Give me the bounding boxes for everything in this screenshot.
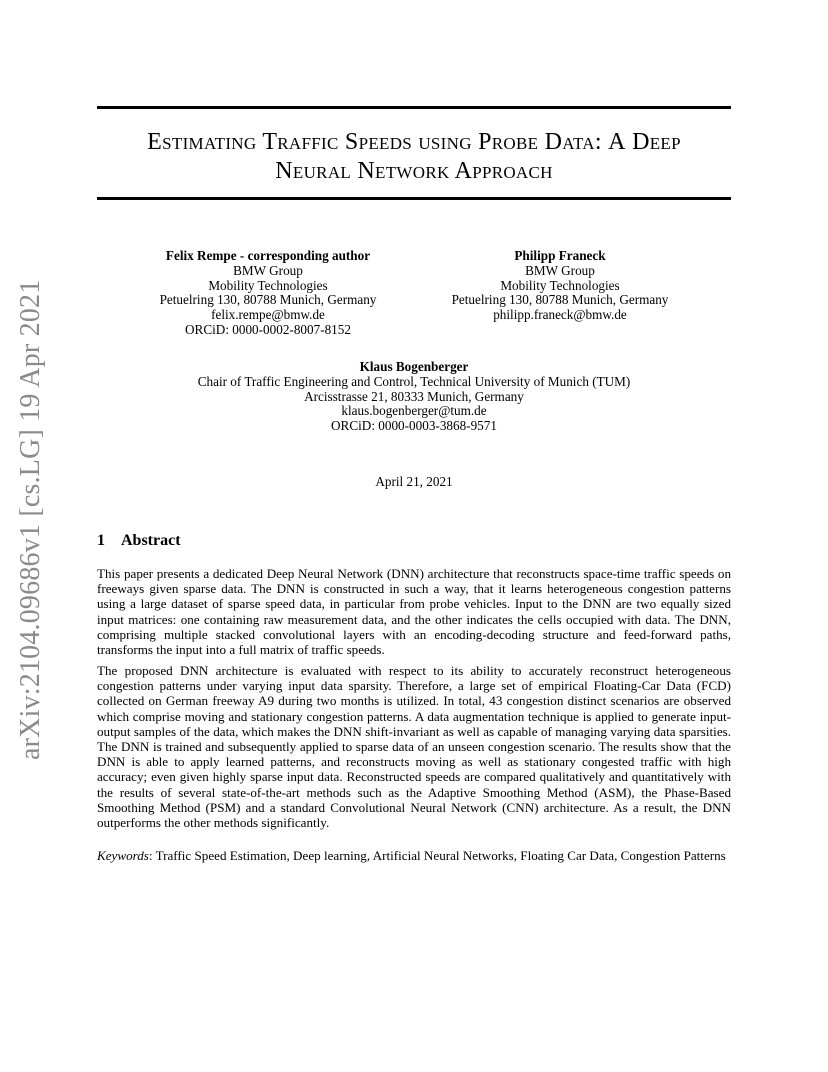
- title-top-rule: [97, 106, 731, 109]
- abstract-paragraph-1: This paper presents a dedicated Deep Neural Network (DNN) architecture that reconstructs space-time traffic speeds on freeways given sparse data. The DNN is constructed in such a way, that it learns heterogeneous congestion patterns using a large dataset of sparse speed data, in particular from probe vehicles. Input to the DNN are two equally sized input matrices: one containing raw measurement data, and the other indicates the cells occupied with data. The DNN, comprising multiple stacked convolutional layers with an encoding-decoding structure and feed-forward paths, transforms the input into a full matrix of traffic speeds.: [97, 566, 731, 658]
- arxiv-stamp: arXiv:2104.09686v1 [cs.LG] 19 Apr 2021: [15, 279, 46, 760]
- author-dept: Mobility Technologies: [208, 277, 328, 293]
- author-org: Chair of Traffic Engineering and Control, Technical University of Munich (TUM): [197, 373, 631, 389]
- title-line-2: Neural Network Approach: [275, 158, 553, 184]
- author-email: philipp.franeck@bmw.de: [493, 307, 627, 323]
- title-line-1: Estimating Traffic Speeds using Probe Data: A Deep: [147, 129, 681, 155]
- keywords-text: Traffic Speed Estimation, Deep learning, Artificial Neural Networks, Floating Car Data, Congestion Patterns: [155, 848, 726, 863]
- author-address: Arcisstrasse 21, 80333 Munich, Germany: [304, 388, 524, 404]
- keywords: [97, 848, 731, 863]
- author-dept: Mobility Technologies: [500, 277, 620, 293]
- keywords-label: Keywords: [97, 848, 149, 863]
- section-title: Abstract: [121, 532, 181, 549]
- paper-date: April 21, 2021: [375, 474, 453, 489]
- author-orcid: ORCiD: 0000-0002-8007-8152: [185, 321, 351, 337]
- author-orcid: ORCiD: 0000-0003-3868-9571: [331, 418, 497, 434]
- author-address: Petuelring 130, 80788 Munich, Germany: [159, 292, 377, 308]
- abstract-paragraph-2: The proposed DNN architecture is evaluated with respect to its ability to accurately reconstruct heterogeneous congestion patterns under varying input data sparsity. Therefore, a large set of empirical Floating-Car Data (FCD) collected on German freeway A9 during two months is utilized. In total, 43 congestion distinct scenarios are observed which comprise moving and stationary congestion patterns. A data augmentation technique is applied to generate input-output samples of the data, which makes the DNN shift-invariant as well as capable of managing varying data sparsities. The DNN is trained and subsequently applied to sparse data of an unseen congestion scenario. The results show that the DNN is able to apply learned patterns, and reconstructs moving as well as stationary congested traffic with high accuracy; even given highly sparse input data. Reconstructed speeds are compared qualitatively and quantitatively with the results of several state-of-the-art methods such as the Adaptive Smoothing Method (ASM), the Phase-Based Smoothing Method (PSM) and a standard Convolutional Neural Network (CNN) architecture. As a result, the DNN outperforms the other methods significantly.: [97, 663, 731, 831]
- section-heading-abstract: [97, 532, 181, 550]
- title-bottom-rule: [97, 197, 731, 200]
- author-name: Felix Rempe - corresponding author: [165, 248, 371, 263]
- author-email: felix.rempe@bmw.de: [211, 307, 325, 323]
- keywords-separator: :: [148, 848, 156, 863]
- author-email: klaus.bogenberger@tum.de: [341, 403, 487, 419]
- author-name: Klaus Bogenberger: [359, 359, 469, 374]
- author-block-rempe: [138, 249, 398, 338]
- author-name: Philipp Franeck: [514, 248, 606, 263]
- author-block-bogenberger: [150, 360, 678, 434]
- section-number: 1: [97, 532, 105, 549]
- author-address: Petuelring 130, 80788 Munich, Germany: [451, 292, 669, 308]
- author-org: BMW Group: [525, 262, 595, 278]
- author-block-franeck: [430, 249, 690, 323]
- author-org: BMW Group: [233, 262, 303, 278]
- paper-title: [97, 128, 731, 186]
